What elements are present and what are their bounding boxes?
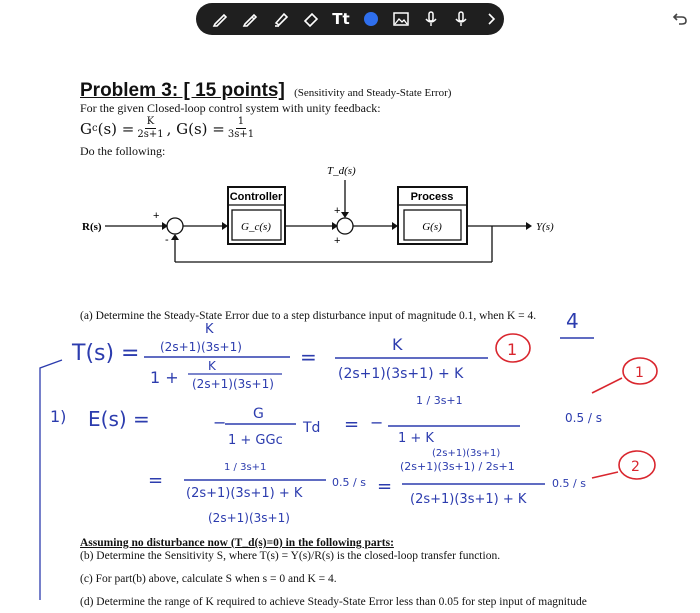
plus-sign: + — [334, 205, 341, 217]
score-mark-1b: 1 — [635, 365, 644, 381]
score-mark-2: 2 — [631, 459, 640, 475]
text-tool-icon[interactable]: Tt — [332, 10, 350, 28]
problem-subtitle: (Sensitivity and Steady-State Error) — [294, 87, 452, 99]
process-title: Process — [410, 191, 454, 203]
gc-denominator: 2s+1 — [137, 129, 164, 140]
e-frac-den: 1 + K — [398, 431, 434, 446]
score-line-2 — [592, 472, 618, 478]
question-b: (b) Determine the Sensitivity S, where T(s) = Y(s)/R(s) is the closed-loop transfer function. — [80, 550, 501, 562]
row2-mult: 0.5 / s — [332, 476, 366, 489]
controller-title: Controller — [229, 191, 283, 203]
t-inner-num: K — [208, 359, 216, 373]
gc-sub: c — [91, 123, 98, 134]
g-label: , G(s) = — [166, 119, 225, 138]
question-c: (c) For part(b) above, calculate S when s = 0 and K = 4. — [80, 573, 337, 585]
e-lhs: E(s) = — [88, 407, 150, 431]
t-num: K — [205, 322, 214, 337]
e-minus-2: − — [370, 413, 384, 432]
gc-label: G — [80, 119, 92, 138]
e-g-num: G — [253, 406, 264, 422]
assumption-heading: Assuming no disturbance now (T_d(s)=0) in the following parts: — [80, 537, 394, 549]
disturbance-label: T_d(s) — [327, 165, 356, 177]
problem-title-text: Problem 3: [ 15 points] — [80, 80, 285, 101]
row2-rhs-num: (2s+1)(3s+1) / 2s+1 — [400, 460, 515, 473]
process-block-label: G(s) — [422, 221, 442, 233]
t-plus: 1 + — [150, 368, 179, 387]
g-numerator: 1 — [237, 116, 245, 127]
e-frac-num: 1 / 3s+1 — [416, 394, 463, 407]
answer-k-value: 4 — [566, 309, 579, 333]
row2-equals: = — [148, 470, 164, 491]
e-g-den: 1 + GGc — [228, 433, 283, 448]
row2-rhs-mult: 0.5 / s — [552, 477, 586, 490]
t-equals: = — [300, 345, 317, 369]
t-rhs-num: K — [392, 335, 403, 354]
problem-intro: For the given Closed-loop control system with unity feedback: — [80, 101, 381, 115]
output-label: Y(s) — [536, 221, 554, 233]
question-d: (d) Determine the range of K required to achieve Steady-State Error less than 0.05 for step input of magnitude — [80, 596, 587, 608]
t-rhs-den: (2s+1)(3s+1) + K — [338, 366, 464, 382]
row2-den2: (2s+1)(3s+1) — [208, 511, 290, 525]
score-line-1 — [592, 378, 622, 393]
t-num-den: (2s+1)(3s+1) — [160, 340, 242, 354]
t-lhs: T(s) = — [72, 341, 140, 366]
e-equals: = — [344, 414, 360, 435]
controller-block-label: G_c(s) — [241, 221, 271, 233]
gc-numerator: K — [146, 116, 155, 127]
input-label: R(s) — [82, 221, 102, 233]
row2-rhs-den: (2s+1)(3s+1) + K — [410, 492, 527, 507]
e-mult: 0.5 / s — [565, 411, 603, 425]
plus-sign: + — [153, 210, 160, 222]
do-following: Do the following: — [80, 144, 166, 158]
row2-num: 1 / 3s+1 — [224, 462, 267, 473]
e-td: Td — [303, 420, 321, 436]
row2-den: (2s+1)(3s+1) + K — [186, 486, 303, 501]
minus-sign: - — [165, 234, 169, 246]
bracket-line — [40, 360, 62, 600]
part-label: 1) — [50, 407, 67, 426]
plus-sign: + — [334, 235, 341, 247]
score-mark-1: 1 — [507, 340, 518, 359]
e-minus: − — [213, 413, 227, 432]
g-denominator: 3s+1 — [227, 129, 255, 140]
e-frac-den2: (2s+1)(3s+1) — [432, 448, 501, 459]
gc-arg: (s) = — [97, 119, 135, 138]
row2-equals-2: = — [377, 476, 393, 497]
t-inner-den: (2s+1)(3s+1) — [192, 377, 274, 391]
question-a: (a) Determine the Steady-State Error due to a step disturbance input of magnitude 0.1, when K = 4. — [80, 310, 537, 322]
